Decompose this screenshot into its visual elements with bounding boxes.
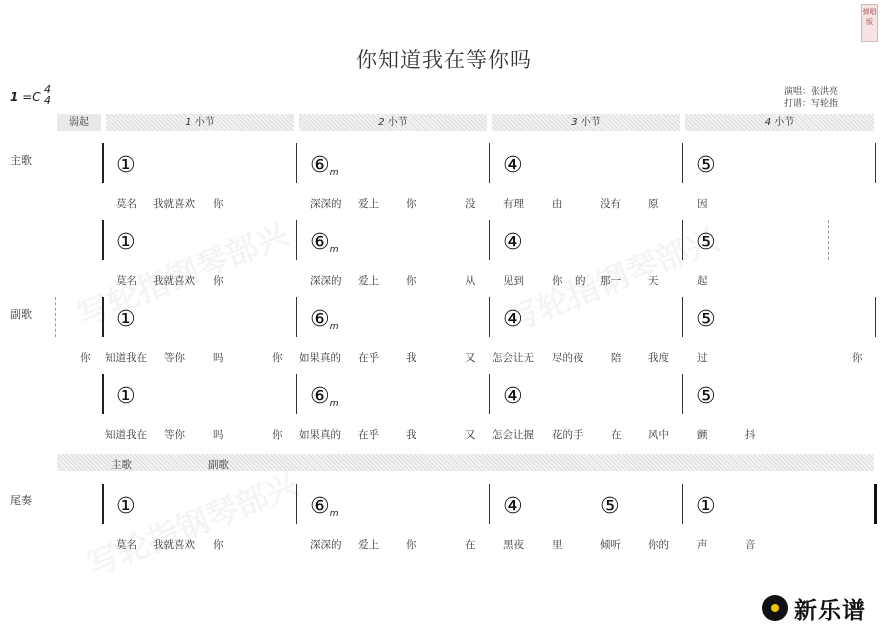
lyric: 深深的	[310, 198, 342, 210]
chord-1: ①	[116, 384, 136, 409]
measure-header-3: 3 小节	[492, 114, 680, 131]
lyric: 莫名	[116, 198, 137, 210]
band-label-verse: 主歌	[111, 459, 132, 471]
edition-badge: 弹唱版	[861, 4, 878, 42]
lyric: 里	[552, 539, 563, 551]
barline	[875, 143, 876, 183]
lyric: 等你	[164, 429, 185, 441]
section-label-outro: 尾奏	[10, 494, 32, 507]
chord-4: ④	[503, 494, 523, 519]
barline	[489, 220, 490, 260]
chord-6m: $⑥_m$	[310, 230, 339, 255]
chord-1: ①	[116, 153, 136, 178]
barline	[682, 374, 683, 414]
lyric: 深深的	[310, 275, 342, 287]
barline	[102, 374, 104, 414]
chord-5: ⑤	[696, 230, 716, 255]
lyric: 尽的夜	[552, 352, 584, 364]
lyric: 天	[648, 275, 659, 287]
lyric: 从	[465, 275, 476, 287]
lyric: 在乎	[358, 429, 379, 441]
barline	[296, 220, 297, 260]
barline	[489, 484, 490, 524]
barline	[682, 143, 683, 183]
barline	[682, 220, 683, 260]
lyric: 你	[406, 275, 417, 287]
barline	[296, 484, 297, 524]
lyric: 你	[213, 275, 224, 287]
chord-6m: $⑥_m$	[310, 384, 339, 409]
barline	[296, 374, 297, 414]
lyric: 吗	[213, 352, 224, 364]
lyric: 我就喜欢	[153, 198, 195, 210]
chord-5: ⑤	[696, 384, 716, 409]
chord-4: ④	[503, 230, 523, 255]
watermark	[80, 460, 305, 587]
barline	[682, 484, 683, 524]
repeat-barline	[55, 297, 56, 337]
lyric: 莫名	[116, 275, 137, 287]
barline	[875, 297, 876, 337]
lyric: 起	[697, 275, 708, 287]
lyric: 你	[213, 539, 224, 551]
key-signature	[10, 90, 41, 104]
lyric: 因	[697, 198, 708, 210]
lyric: 你	[406, 539, 417, 551]
lyric: 抖	[745, 429, 756, 441]
lyric: 又	[465, 429, 476, 441]
lyric: 花的手	[552, 429, 584, 441]
barline	[102, 220, 104, 260]
singer-credit: 演唱：张洪亮	[784, 87, 839, 97]
site-logo	[762, 592, 866, 624]
lyric: 见到	[503, 275, 524, 287]
lyric: 风中	[648, 429, 669, 441]
lyric: 你的	[648, 539, 669, 551]
final-barline	[874, 484, 877, 524]
lyric: 我就喜欢	[153, 539, 195, 551]
barline	[682, 297, 683, 337]
chord-4: ④	[503, 153, 523, 178]
lyric: 在	[465, 539, 476, 551]
chord-5: ⑤	[600, 494, 620, 519]
lyric: 深深的	[310, 539, 342, 551]
logo-text: 新乐谱	[794, 597, 866, 624]
chord-4: ④	[503, 307, 523, 332]
lyric: 过	[697, 352, 708, 364]
record-icon	[762, 595, 788, 621]
lyric: 爱上	[358, 198, 379, 210]
barline	[296, 143, 297, 183]
lyric: 有理	[503, 198, 524, 210]
lyric: 又	[465, 352, 476, 364]
lyric: 没	[465, 198, 476, 210]
lyric: 我	[406, 352, 417, 364]
lyric: 知道我在	[105, 352, 147, 364]
lyric: 我度	[648, 352, 669, 364]
lyric: 莫名	[116, 539, 137, 551]
barline	[102, 143, 104, 183]
section-label-verse: 主歌	[10, 154, 32, 167]
lyric: 陪	[611, 352, 622, 364]
lyric: 如果真的	[299, 352, 341, 364]
key-number: 1	[10, 90, 19, 104]
chord-1: ①	[116, 494, 136, 519]
section-band	[57, 454, 874, 471]
chord-5: ⑤	[696, 153, 716, 178]
lyric: 你	[272, 352, 283, 364]
time-signature-bottom: 4	[44, 94, 51, 107]
credits	[784, 86, 838, 110]
barline	[102, 484, 104, 524]
transcriber-credit: 打谱：写轮指	[784, 99, 839, 109]
measure-header-4: 4 小节	[685, 114, 874, 131]
time-signature	[44, 84, 51, 106]
lyric: 你	[552, 275, 563, 287]
chord-1: ①	[116, 230, 136, 255]
lyric: 颤	[697, 429, 708, 441]
key-text: =C	[22, 90, 41, 104]
barline	[489, 143, 490, 183]
lyric: 吗	[213, 429, 224, 441]
lyric: 等你	[164, 352, 185, 364]
lyric: 你	[80, 352, 91, 364]
lyric: 的	[575, 275, 586, 287]
time-signature-top: 4	[44, 83, 51, 96]
lyric: 你	[213, 198, 224, 210]
lyric: 知道我在	[105, 429, 147, 441]
chord-6m: $⑥_m$	[310, 307, 339, 332]
lyric: 音	[745, 539, 756, 551]
lyric: 没有	[600, 198, 621, 210]
chord-6m: $⑥_m$	[310, 153, 339, 178]
lyric: 原	[648, 198, 659, 210]
lyric: 我就喜欢	[153, 275, 195, 287]
measure-header-2: 2 小节	[299, 114, 487, 131]
barline	[296, 297, 297, 337]
lyric: 在乎	[358, 352, 379, 364]
lyric: 在	[611, 429, 622, 441]
measure-header-1: 1 小节	[106, 114, 294, 131]
chord-1: ①	[696, 494, 716, 519]
lyric: 如果真的	[299, 429, 341, 441]
barline	[489, 297, 490, 337]
lyric: 怎会让握	[492, 429, 534, 441]
page-title: 你知道我在等你吗	[356, 48, 532, 72]
barline	[102, 297, 104, 337]
lyric: 你	[272, 429, 283, 441]
barline	[489, 374, 490, 414]
chord-5: ⑤	[696, 307, 716, 332]
lyric: 爱上	[358, 275, 379, 287]
pickup-header: 弱起	[57, 114, 101, 131]
lyric: 由	[552, 198, 563, 210]
section-label-chorus: 副歌	[10, 308, 32, 321]
lyric: 爱上	[358, 539, 379, 551]
lyric: 倾听	[600, 539, 621, 551]
lyric: 我	[406, 429, 417, 441]
chord-4: ④	[503, 384, 523, 409]
repeat-barline	[828, 220, 829, 260]
lyric: 那一	[600, 275, 621, 287]
chord-6m: $⑥_m$	[310, 494, 339, 519]
lyric: 黑夜	[503, 539, 524, 551]
lyric: 声	[697, 539, 708, 551]
lyric: 你	[406, 198, 417, 210]
lyric: 怎会让无	[492, 352, 534, 364]
lyric: 你	[852, 352, 863, 364]
chord-1: ①	[116, 307, 136, 332]
band-label-chorus: 副歌	[208, 459, 229, 471]
